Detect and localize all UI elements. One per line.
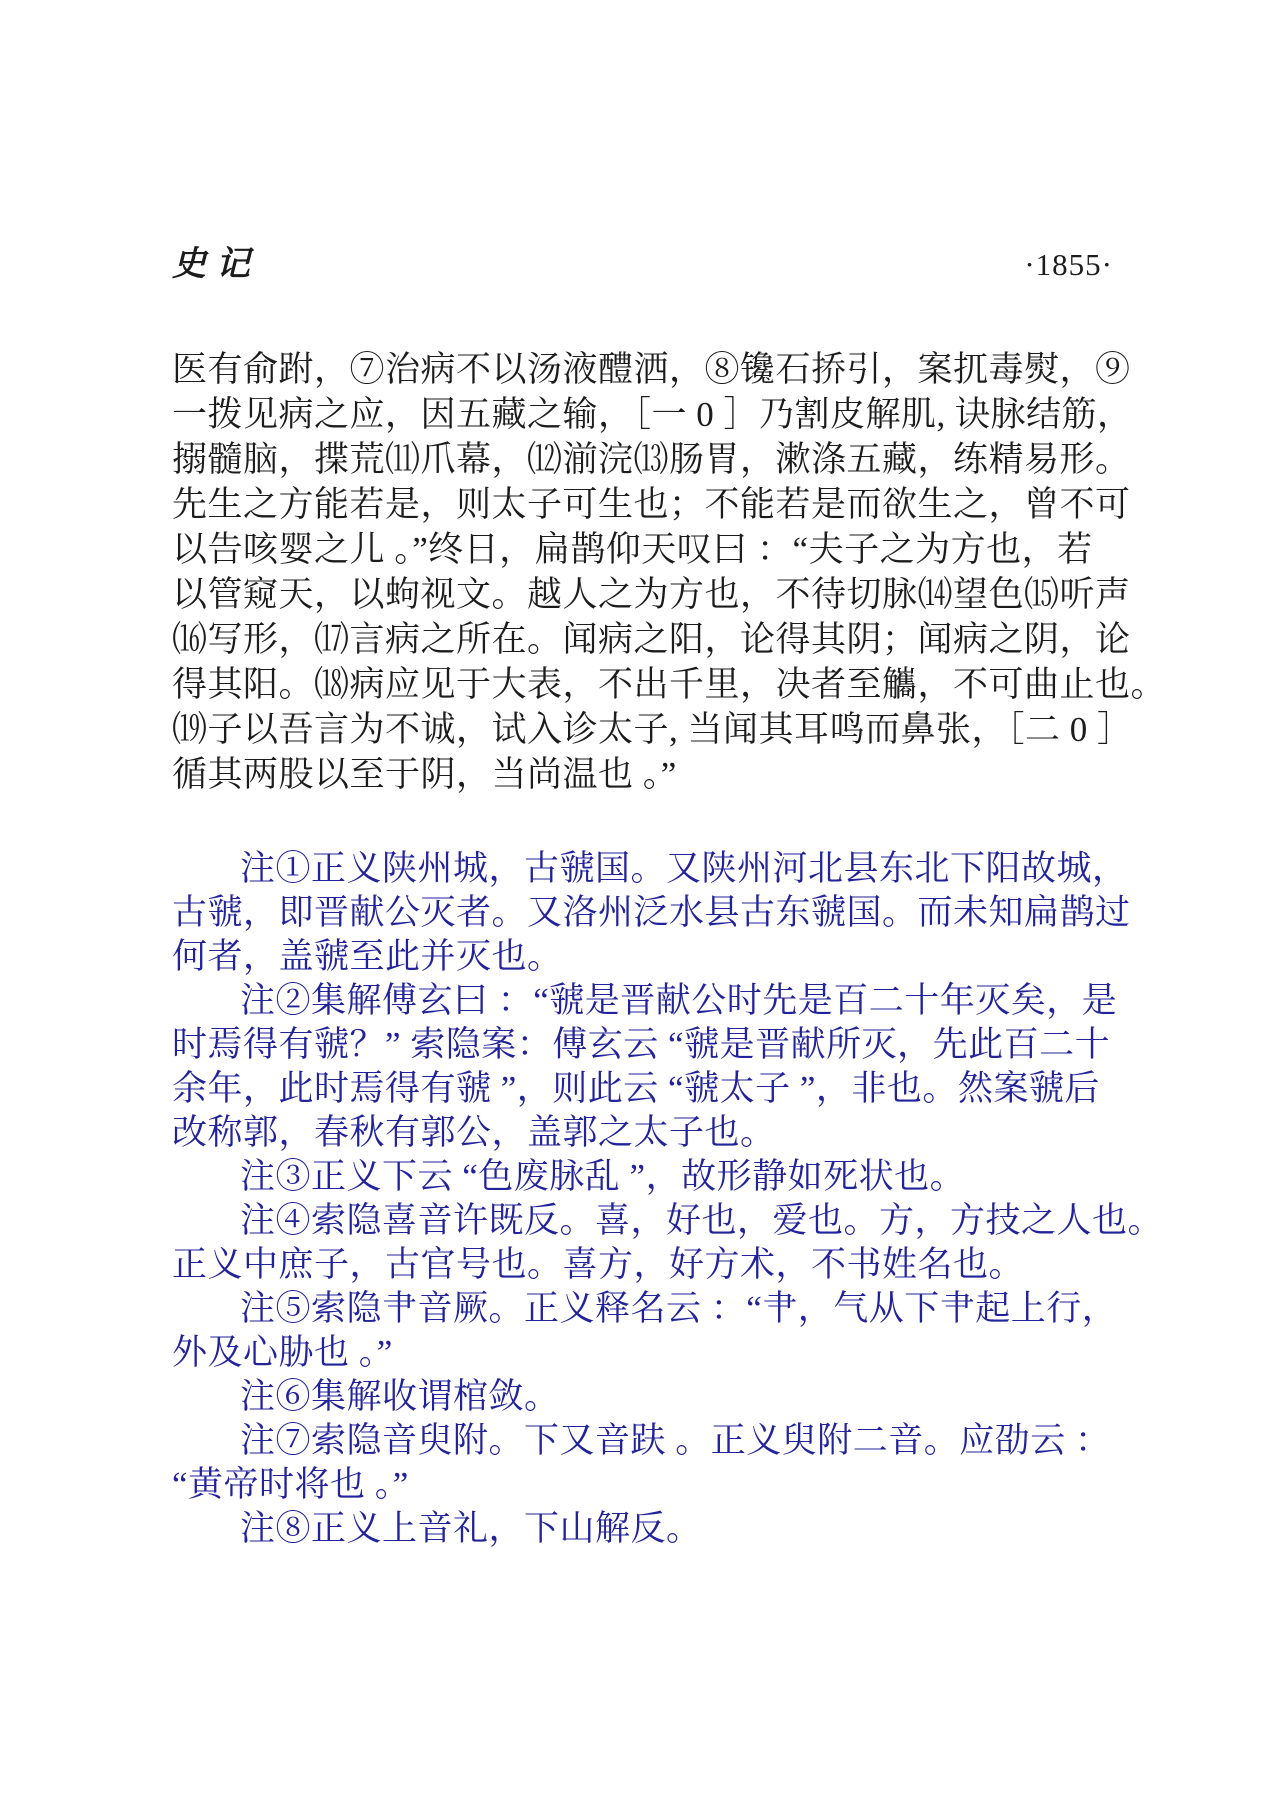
note-line: 注③正义下云 “色废脉乱 ”，故形静如死状也。	[240, 1157, 966, 1196]
body-line: 以告咳婴之儿 。”终日，扁鹊仰天叹曰 ：“夫子之为方也，若	[172, 530, 1093, 569]
note-line: 外及心胁也 。”	[172, 1333, 393, 1372]
body-line: 搦髓脑，揲荒⑾爪幕，⑿湔浣⒀肠胃，漱涤五藏，练精易形。	[172, 440, 1131, 479]
annotations-block	[172, 847, 1164, 1551]
body-line: 医有俞跗，⑦治病不以汤液醴洒，⑧镵石挢引，案扤毒熨，⑨	[172, 350, 1131, 389]
note-line: 注④索隐喜音许既反。喜，好也，爱也。方，方技之人也。	[240, 1201, 1164, 1240]
body-line: 循其两股以至于阴，当尚温也 。”	[172, 755, 677, 794]
note-line: 注①正义陕州城，古虢国。又陕州河北县东北下阳故城，	[240, 849, 1128, 888]
running-head	[172, 236, 1113, 285]
page-number: ·1855·	[1024, 247, 1113, 282]
note-line: 注⑦索隐音臾附。下又音趺 。正义臾附二音。应劭云 ：	[240, 1421, 1111, 1460]
note-line: 余年，此时焉得有虢 ”，则此云 “虢太子 ”，非也。然案虢后	[172, 1069, 1100, 1108]
book-title: 史记	[172, 246, 260, 283]
note-line: 注⑧正义上音礼，下山解反。	[240, 1509, 702, 1548]
note-line: 正义中庶子，古官号也。喜方，好方术，不书姓名也。	[172, 1245, 1025, 1284]
note-line: 时焉得有虢？” 索隐案：傅玄云 “虢是晋献所灭，先此百二十	[172, 1025, 1111, 1064]
body-line: ⒆子以吾言为不诚，试入诊太子, 当闻其耳鸣而鼻张，［二 0 ］	[172, 710, 1133, 749]
note-line: 改称郭，春秋有郭公，盖郭之太子也。	[172, 1113, 776, 1152]
note-line: 注⑥集解收谓棺敛。	[240, 1377, 560, 1416]
body-line: ⒃写形，⒄言病之所在。闻病之阳，论得其阴；闻病之阴，论	[172, 620, 1131, 659]
body-line: 得其阳。⒅病应见于大表，不出千里，决者至觿，不可曲止也。	[172, 665, 1167, 704]
note-line: 注②集解傅玄曰 ：“虢是晋献公时先是百二十年灭矣，是	[240, 981, 1118, 1020]
note-line: 注⑤索隐肀音厥。正义释名云 ：“肀，气从下肀起上行，	[240, 1289, 1118, 1328]
note-line: 古虢，即晋献公灭者。又洛州泛水县古东虢国。而未知扁鹊过	[172, 893, 1131, 932]
note-line: 何者，盖虢至此并灭也。	[172, 937, 563, 976]
main-text-block	[172, 347, 1167, 797]
body-line: 以管窥天，以蚼视文。越人之为方也，不待切脉⒁望色⒂听声	[172, 575, 1131, 614]
body-line: 一拨见病之应，因五藏之输，［一 0 ］乃割皮解肌, 诀脉结筋，	[172, 395, 1133, 434]
note-line: “黄帝时将也 。”	[172, 1465, 409, 1504]
body-line: 先生之方能若是，则太子可生也；不能若是而欲生之，曾不可	[172, 485, 1131, 524]
